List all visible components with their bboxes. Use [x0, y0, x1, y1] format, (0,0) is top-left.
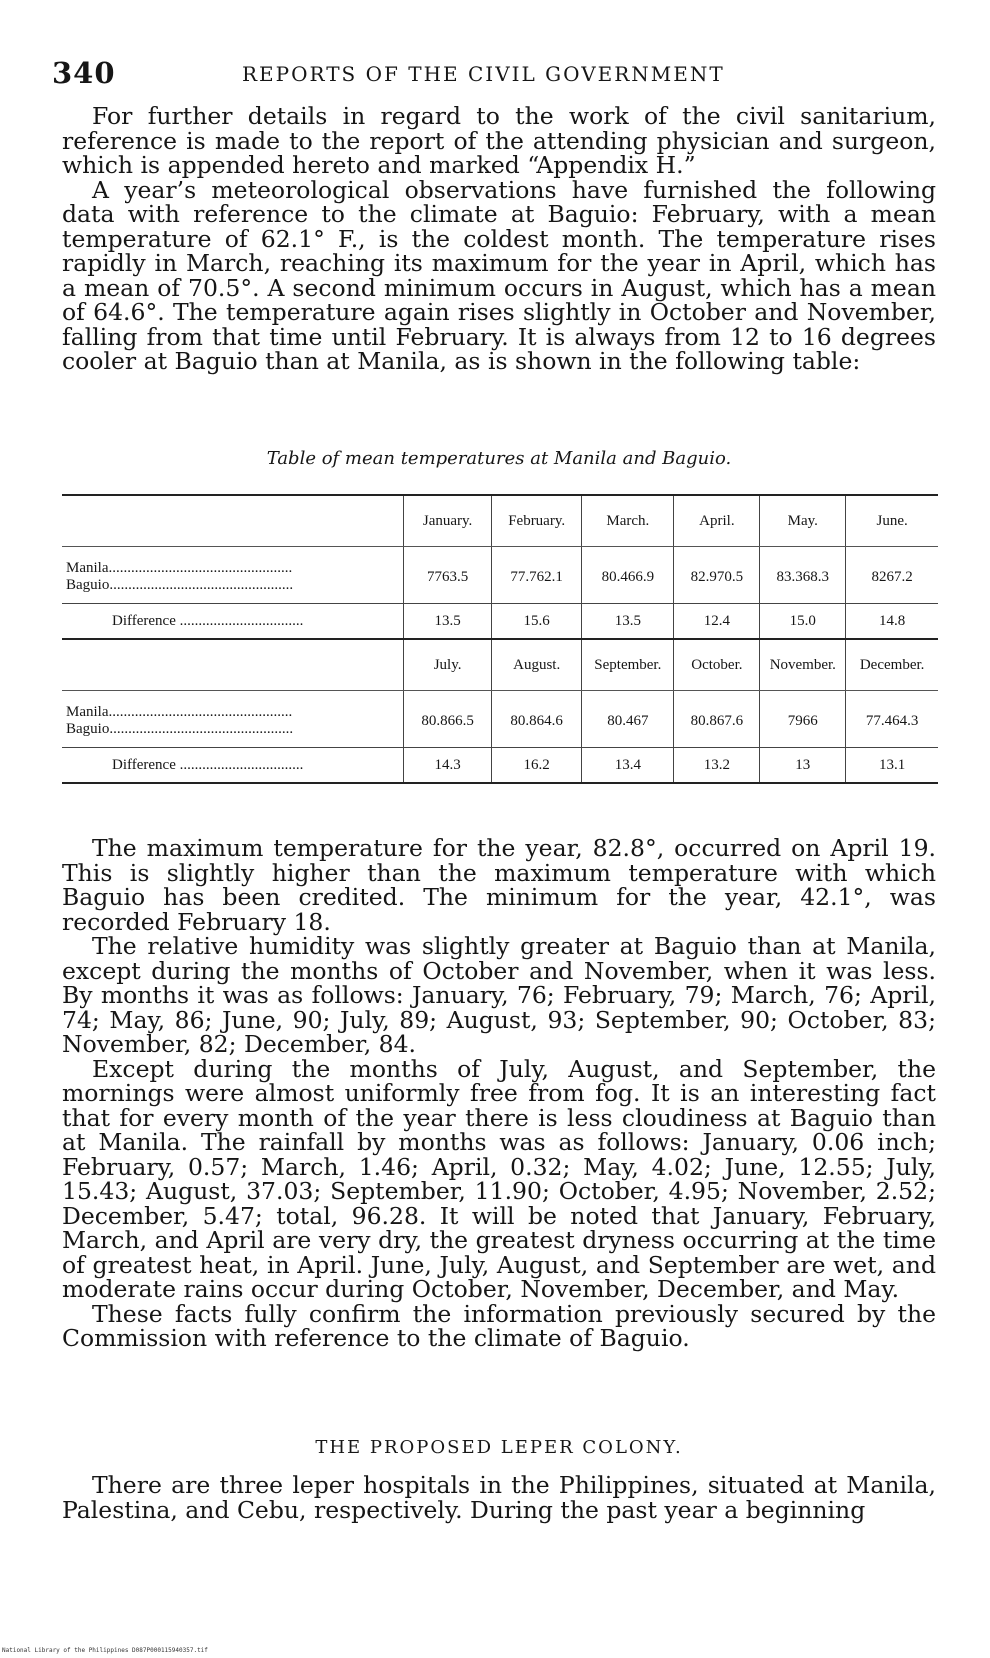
month-header: December.	[846, 639, 938, 691]
table-cell: 13.2	[674, 748, 760, 784]
month-header: August.	[492, 639, 582, 691]
paragraph-meteorology: A year’s meteorological observations have furnished the following data with reference to the climate at Baguio: February, with a mean temperature of 62.1° F., is the coldest month. The temperature rises rapidly in March, reaching its maximum for the year in April, which has a mean of 70.5°. A second minimum occurs in August, which has a mean of 64.6°. The temperature again rises slightly in October and November, falling from that time until February. It is always from 12 to 16 degrees cooler at Baguio than at Manila, as is shown in the following table:	[62, 175, 936, 375]
table-cell: 80.864.6	[492, 691, 582, 748]
month-header: May.	[760, 495, 846, 547]
table-header-row	[62, 495, 938, 547]
scan-footer: National Library of the Philippines D087P000115940357.tif	[2, 1647, 208, 1654]
leper-text	[62, 1473, 936, 1522]
table-cell: 80.466.9	[582, 547, 674, 604]
page-header	[52, 54, 932, 94]
difference-row	[62, 604, 938, 640]
month-header: November.	[760, 639, 846, 691]
manila-label: Manila.................................................	[66, 704, 293, 720]
paragraph-humidity: The relative humidity was slightly greater at Baguio than at Manila, except during the months of October and November, when it was less. By months it was as follows: January, 76; February, 79; March, 76; April, 74; May, 86; June, 90; July, 89; August, 93; September, 90; October, 83; November, 82; December, 84.	[62, 932, 936, 1058]
intro-text	[62, 104, 936, 374]
section-heading: THE PROPOSED LEPER COLONY.	[315, 1437, 683, 1458]
table-cell: 82.970.5	[674, 547, 760, 604]
table-cell: 16.2	[492, 748, 582, 784]
table-cell: 15.0	[760, 604, 846, 640]
paragraph-maximum: The maximum temperature for the year, 82.8°, occurred on April 19. This is slightly higher than the maximum temperature with which Baguio has been credited. The minimum for the year, 42.1°, was recorded February 18.	[62, 834, 936, 936]
climate-text	[62, 836, 936, 1351]
city-labels	[62, 547, 404, 604]
table-cell: 13.4	[582, 748, 674, 784]
header-blank	[62, 495, 404, 547]
difference-row	[62, 748, 938, 784]
table-cell: 7763.5	[404, 547, 492, 604]
month-header: March.	[582, 495, 674, 547]
table-cell: 14.3	[404, 748, 492, 784]
table-row	[62, 547, 938, 604]
month-header: January.	[404, 495, 492, 547]
month-header: July.	[404, 639, 492, 691]
baguio-label: Baguio.................................................	[66, 577, 294, 593]
table-caption: Table of mean temperatures at Manila and Baguio.	[266, 448, 732, 469]
difference-label: Difference .................................	[62, 604, 404, 640]
table-cell: 80.867.6	[674, 691, 760, 748]
paragraph-sanitarium: For further details in regard to the work of the civil sanitarium, reference is made to the report of the attending physician and surgeon, which is appended hereto and marked “Appendix H.”	[62, 102, 936, 179]
month-header: February.	[492, 495, 582, 547]
table-cell: 12.4	[674, 604, 760, 640]
table-cell: 13.5	[404, 604, 492, 640]
table-header-row	[62, 639, 938, 691]
running-head: REPORTS OF THE CIVIL GOVERNMENT	[242, 62, 725, 86]
table-cell: 77.762.1	[492, 547, 582, 604]
table-cell: 13.5	[582, 604, 674, 640]
month-header: September.	[582, 639, 674, 691]
header-blank	[62, 639, 404, 691]
month-header: June.	[846, 495, 938, 547]
table-cell: 77.464.3	[846, 691, 938, 748]
paragraph-rainfall: Except during the months of July, August, and September, the mornings were almost uniformly free from fog. It is an interesting fact that for every month of the year there is less cloudiness at Baguio than at Manila. The rainfall by months was as follows: January, 0.06 inch; February, 0.57; March, 1.46; April, 0.32; May, 4.02; June, 12.55; July, 15.43; August, 37.03; September, 11.90; October, 4.95; November, 2.52; December, 5.47; total, 96.28. It will be noted that January, February, March, and April are very dry, the greatest dryness occurring at the time of greatest heat, in April. June, July, August, and September are wet, and moderate rains occur during October, November, December, and May.	[62, 1054, 936, 1303]
city-labels	[62, 691, 404, 748]
table-cell: 83.368.3	[760, 547, 846, 604]
table-cell: 8267.2	[846, 547, 938, 604]
baguio-label: Baguio.................................................	[66, 721, 294, 737]
paragraph-leper: There are three leper hospitals in the Philippines, situated at Manila, Palestina, and Cebu, respectively. During the past year a beginning	[62, 1471, 936, 1524]
table-cell: 80.866.5	[404, 691, 492, 748]
table-cell: 7966	[760, 691, 846, 748]
table-row	[62, 691, 938, 748]
table-cell: 80.467	[582, 691, 674, 748]
table-cell: 15.6	[492, 604, 582, 640]
manila-label: Manila.................................................	[66, 560, 293, 576]
difference-label: Difference .................................	[62, 748, 404, 784]
page-number: 340	[52, 56, 116, 90]
table-cell: 13.1	[846, 748, 938, 784]
month-header: April.	[674, 495, 760, 547]
temperature-table	[62, 494, 938, 784]
table-cell: 14.8	[846, 604, 938, 640]
table-cell: 13	[760, 748, 846, 784]
paragraph-conclusion: These facts fully confirm the information previously secured by the Commission with reference to the climate of Baguio.	[62, 1299, 936, 1352]
month-header: October.	[674, 639, 760, 691]
